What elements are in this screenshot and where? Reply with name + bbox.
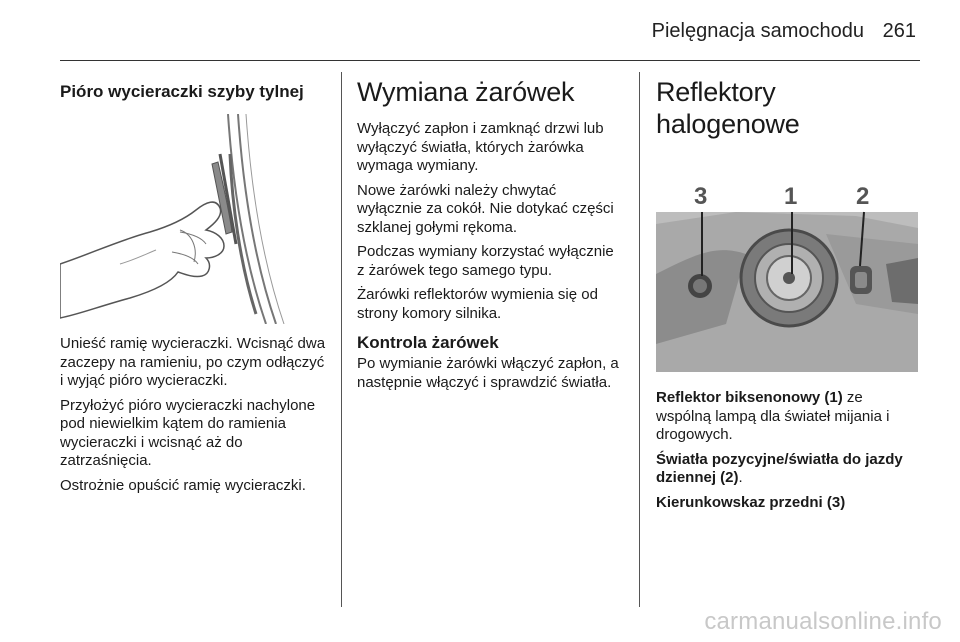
bulbs-paragraph-5: Po wymianie żarówki włączyć zapłon, a następnie włączyć i sprawdzić światła. bbox=[357, 355, 619, 391]
subheading-bulb-check: Kontrola żarówek bbox=[357, 333, 499, 352]
column-divider bbox=[341, 72, 342, 607]
callout-3: 3 bbox=[694, 183, 708, 210]
callout-2: 2 bbox=[856, 183, 870, 210]
legend-item-2 bbox=[656, 451, 918, 488]
legend-item-1 bbox=[656, 389, 918, 445]
legend-item-3 bbox=[656, 494, 918, 513]
wiper-paragraph-3: Ostrożnie opuścić ramię wycieraczki. bbox=[60, 476, 306, 494]
legend-item-2-label: Światła pozycyjne/światła do jazdy dziennej (2) bbox=[656, 450, 903, 486]
column-halogen-headlights bbox=[656, 72, 918, 512]
section-heading-wiper: Pióro wycieraczki szyby tylnej bbox=[60, 82, 304, 101]
page-number: 261 bbox=[882, 20, 916, 42]
column-bulb-replacement bbox=[357, 72, 625, 392]
section-heading-headlights: Reflektory halogenowe bbox=[656, 77, 800, 139]
legend-item-1-label: Reflektor biksenonowy (1) bbox=[656, 389, 843, 406]
bulbs-paragraph-3: Podczas wymiany korzystać wyłącznie z żarówek tego samego typu. bbox=[357, 243, 614, 279]
bulbs-paragraph-1: Wyłączyć zapłon i zamknąć drzwi lub wyłączyć światła, których żarówka wymaga wymiany. bbox=[357, 120, 604, 174]
header-rule bbox=[60, 60, 920, 61]
legend-item-2-text: . bbox=[738, 469, 743, 486]
running-header-title: Pielęgnacja samochodu bbox=[651, 20, 864, 42]
bulbs-paragraph-2: Nowe żarówki należy chwytać wyłącznie za cokół. Nie dotykać części szklanej gołymi rękoma. bbox=[357, 181, 614, 236]
wiper-paragraph-2: Przyłożyć pióro wycieraczki nachylone pod niewielkim kątem do ramienia wycieraczki i wcisnąć aż do zatrzaśnięcia. bbox=[60, 396, 316, 469]
wiper-blade-illustration bbox=[60, 114, 328, 324]
callout-1: 1 bbox=[784, 183, 798, 210]
column-divider bbox=[639, 72, 640, 607]
legend-item-3-label: Kierunkowskaz przedni (3) bbox=[656, 493, 846, 511]
bulbs-paragraph-4: Żarówki reflektorów wymienia się od strony komory silnika. bbox=[357, 286, 598, 322]
column-wiper bbox=[60, 72, 328, 495]
section-heading-bulbs: Wymiana żarówek bbox=[357, 77, 575, 107]
wiper-paragraph-1: Unieść ramię wycieraczki. Wcisnąć dwa zaczepy na ramieniu, po czym odłączyć i wyjąć pióro wycieraczki. bbox=[60, 335, 326, 389]
headlight-photo bbox=[656, 154, 918, 372]
legend-item-1-text: ze wspólną lampą dla świateł mijania i drogowych. bbox=[656, 389, 890, 443]
watermark-text: carmanualsonline.info bbox=[704, 608, 942, 635]
